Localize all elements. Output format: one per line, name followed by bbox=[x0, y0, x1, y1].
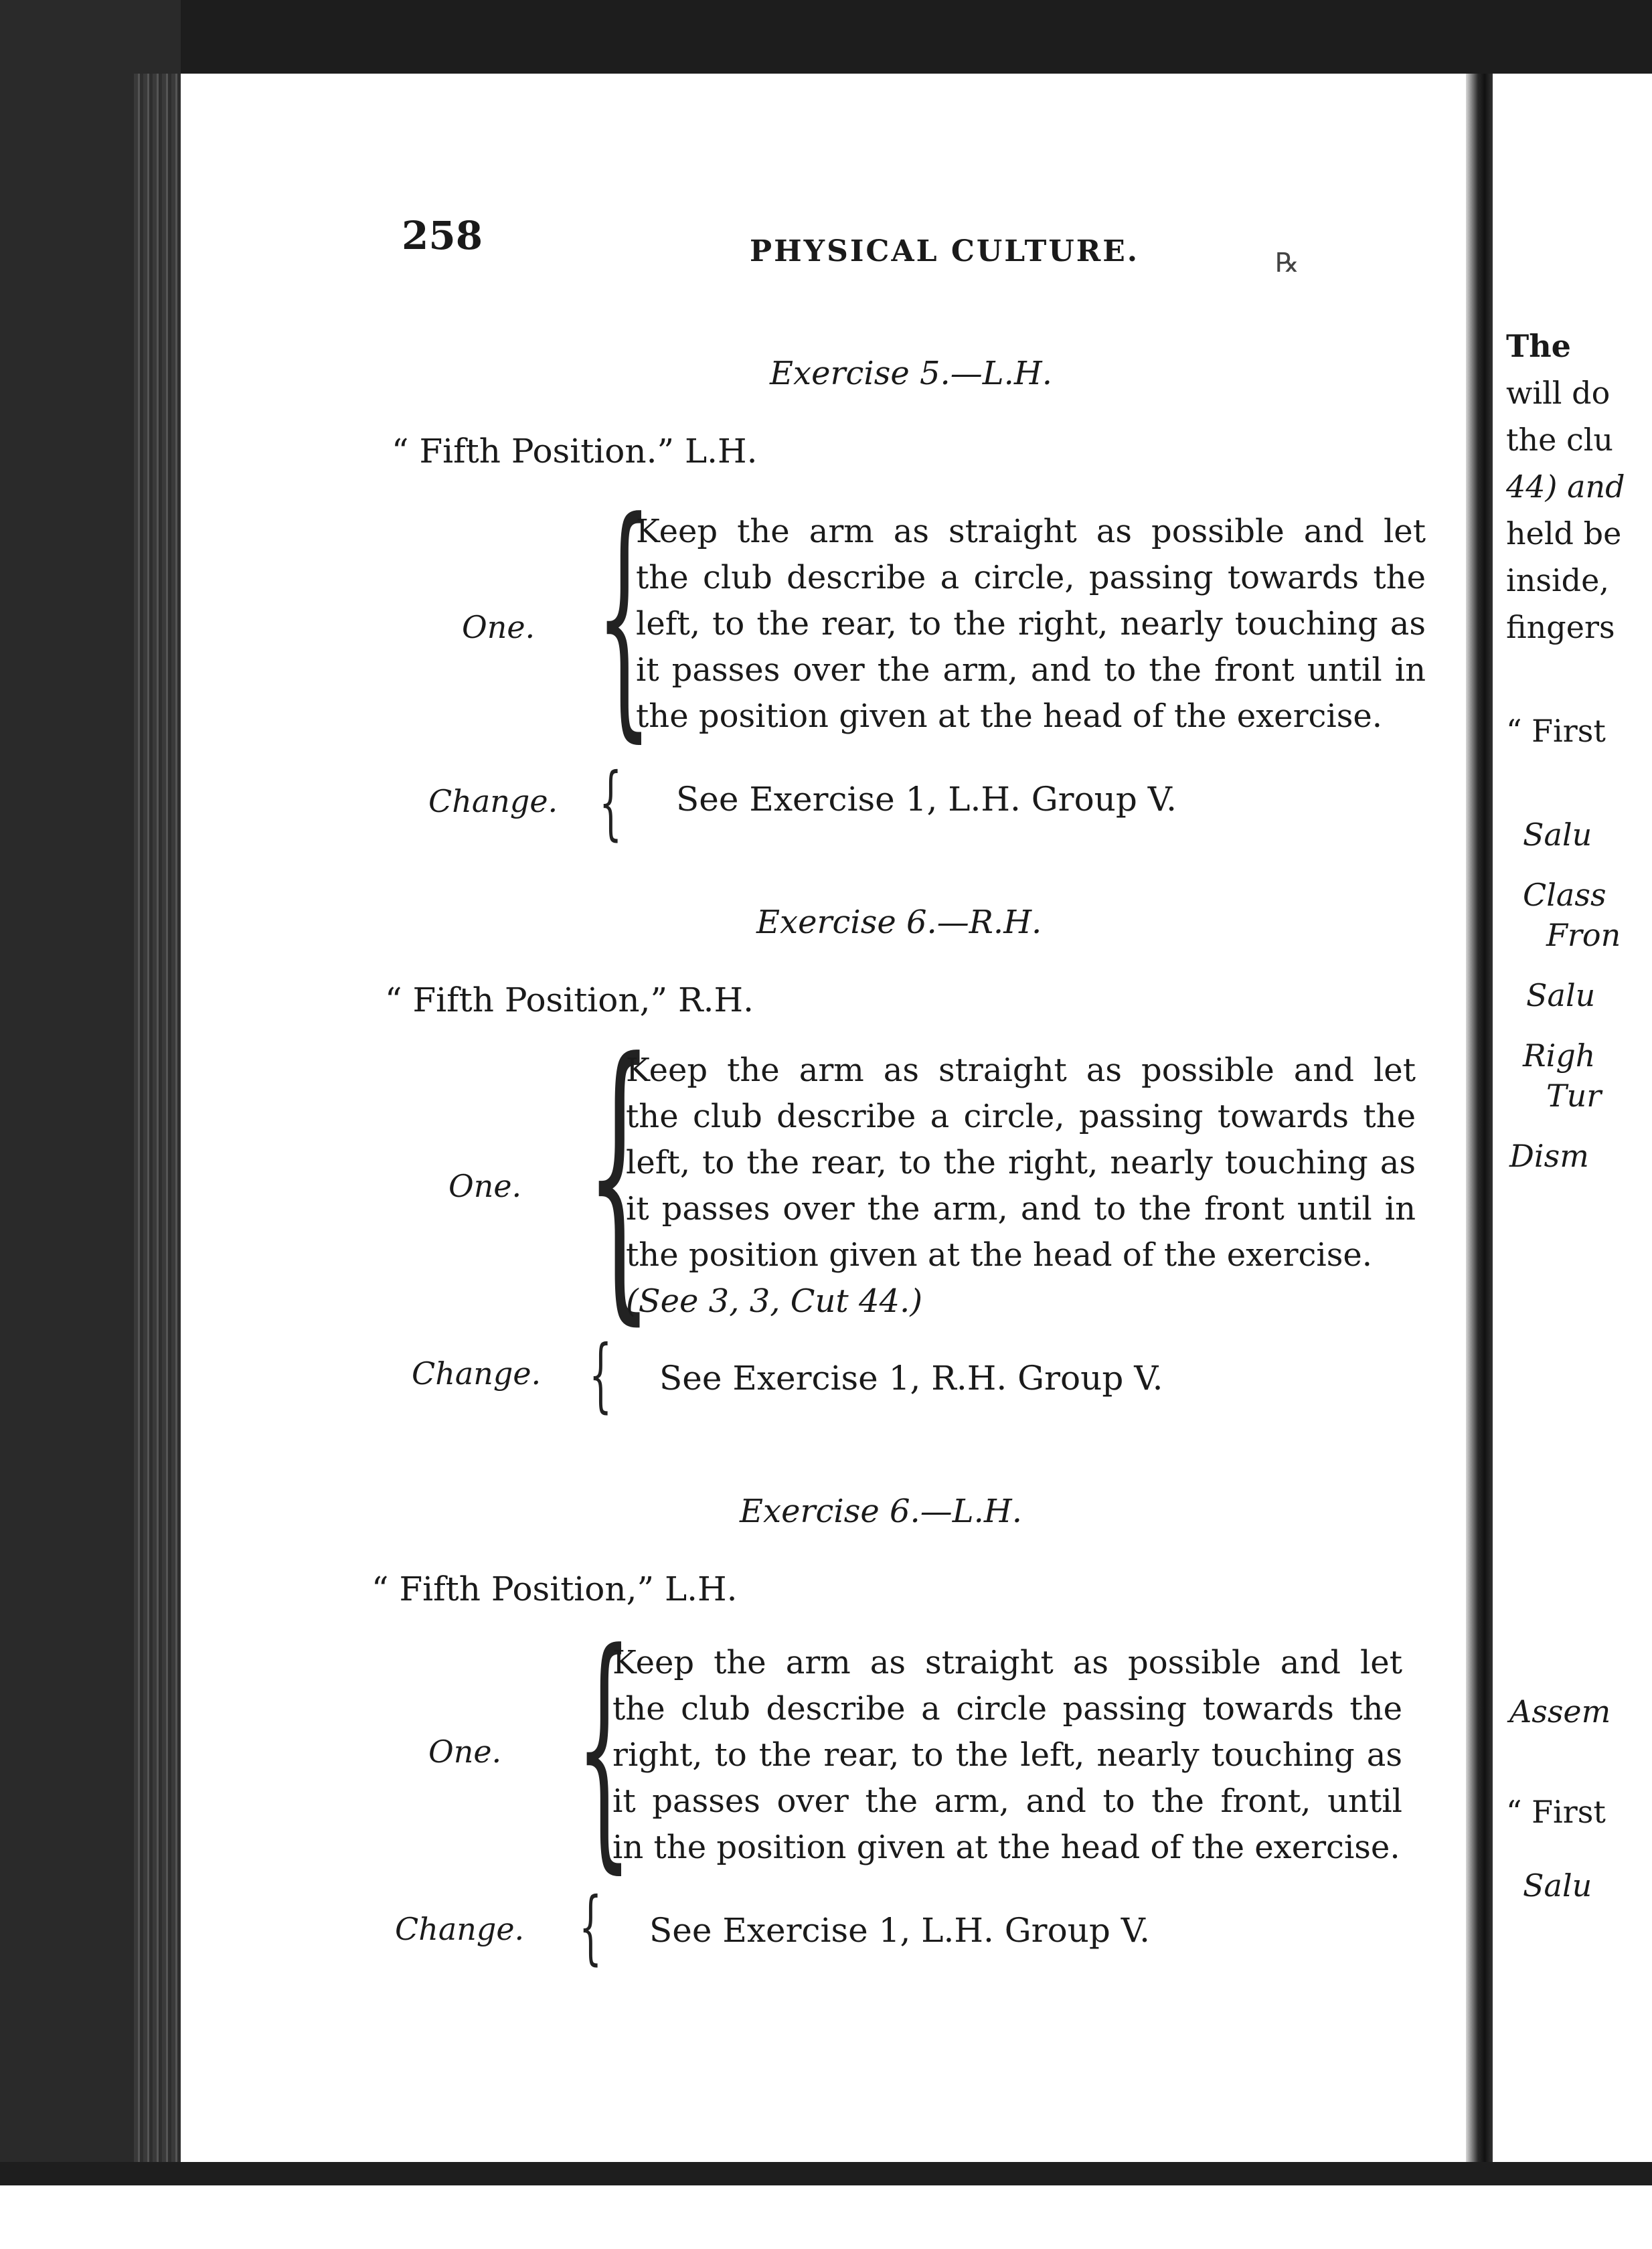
facing-page-text: held be bbox=[1506, 515, 1622, 552]
step-label: Change. bbox=[395, 1911, 525, 1947]
step-label: One. bbox=[428, 1734, 502, 1770]
facing-page-text: Assem bbox=[1509, 1693, 1611, 1730]
facing-page-text: Fron bbox=[1546, 917, 1621, 953]
facing-page-text: will do bbox=[1506, 375, 1610, 411]
exercise-heading: Exercise 6.—R.H. bbox=[756, 904, 1042, 941]
command-line: “ Fifth Position.” L.H. bbox=[392, 432, 758, 471]
exercise-heading: Exercise 6.—L.H. bbox=[740, 1493, 1023, 1530]
facing-page-text: the clu bbox=[1506, 422, 1614, 458]
book-gutter bbox=[1466, 74, 1493, 2162]
cut-reference: (See 3, 3, Cut 44.) bbox=[626, 1282, 923, 1320]
facing-page-text: Salu bbox=[1523, 817, 1592, 853]
change-description: See Exercise 1, L.H. Group V. bbox=[676, 780, 1177, 819]
step-label: One. bbox=[448, 1168, 522, 1204]
facing-page-text: “ First bbox=[1506, 713, 1606, 749]
facing-page-text: “ First bbox=[1506, 1794, 1606, 1830]
facing-page-text: Tur bbox=[1546, 1078, 1602, 1114]
facing-page-text: fingers bbox=[1506, 609, 1615, 645]
printer-mark: ℞ bbox=[1275, 248, 1299, 278]
brace: { bbox=[599, 756, 623, 849]
change-description: See Exercise 1, R.H. Group V. bbox=[659, 1359, 1163, 1398]
brace: { bbox=[576, 1598, 633, 1895]
step-description: Keep the arm as straight as possible and let the club describe a circle passing towards the right, to the rear, to the left, nearly touching as it passes over the arm, and to the front, until in the position given at the head of the exercise. bbox=[612, 1644, 1402, 1866]
facing-page-text: Class bbox=[1523, 877, 1606, 913]
running-head: PHYSICAL CULTURE. bbox=[750, 234, 1140, 268]
facing-page-text: Righ bbox=[1523, 1037, 1596, 1074]
facing-page bbox=[1493, 74, 1652, 2162]
scan-margin bbox=[0, 2185, 1652, 2249]
brace: { bbox=[579, 1881, 602, 1974]
brace: { bbox=[586, 999, 653, 1350]
facing-page-text: Salu bbox=[1523, 1867, 1592, 1904]
command-line: “ Fifth Position,” L.H. bbox=[371, 1570, 738, 1608]
exercise-heading: Exercise 5.—L.H. bbox=[770, 355, 1053, 392]
facing-page-text: inside, bbox=[1506, 562, 1609, 598]
step-label: One. bbox=[462, 609, 535, 645]
change-description: See Exercise 1, L.H. Group V. bbox=[649, 1911, 1151, 1950]
step-description: Keep the arm as straight as possible and let the club describe a circle, passing towards the left, to the rear, to the right, nearly touching as it passes over the arm, and to the front until in the position given at the head of the exercise. (See 3, 3, Cut 44.) bbox=[626, 1048, 1416, 1325]
facing-page-text: The bbox=[1506, 328, 1571, 364]
facing-page-text: Salu bbox=[1526, 977, 1596, 1013]
facing-page-text: 44) and bbox=[1506, 469, 1625, 505]
book-page-edges bbox=[134, 74, 181, 2169]
page-number: 258 bbox=[402, 213, 483, 258]
facing-page-text: Dism bbox=[1509, 1138, 1589, 1174]
brace: { bbox=[596, 467, 653, 764]
step-label: Change. bbox=[412, 1355, 542, 1392]
brace: { bbox=[589, 1329, 612, 1422]
scan-top-edge bbox=[0, 0, 1652, 74]
scan-bottom-edge bbox=[0, 2162, 1652, 2185]
step-label: Change. bbox=[428, 783, 558, 819]
command-line: “ Fifth Position,” R.H. bbox=[385, 981, 754, 1019]
step-description: Keep the arm as straight as possible and let the club describe a circle, passing towards the left, to the rear, to the right, nearly touching as it passes over the arm, and to the front until in the position given at the head of the exercise. bbox=[636, 513, 1426, 735]
